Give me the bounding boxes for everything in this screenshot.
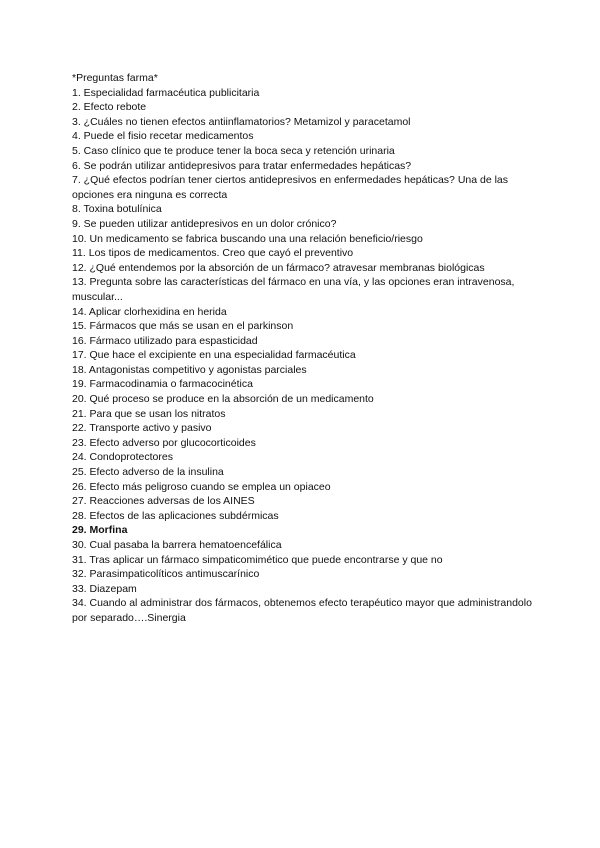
list-item: 8. Toxina botulínica — [72, 203, 162, 216]
list-item: 31. Tras aplicar un fármaco simpaticomimético que puede encontrarse y que no — [72, 553, 443, 566]
list-item: 16. Fármaco utilizado para espasticidad — [72, 334, 258, 347]
list-item: 2. Efecto rebote — [72, 101, 147, 114]
list-item: 11. Los tipos de medicamentos. Creo que cayó el preventivo — [72, 247, 354, 260]
list-item: 28. Efectos de las aplicaciones subdérmicas — [72, 509, 279, 522]
list-item: 9. Se pueden utilizar antidepresivos en un dolor crónico? — [72, 217, 337, 230]
list-item: 21. Para que se usan los nitratos — [72, 407, 226, 420]
list-item: 22. Transporte activo y pasivo — [72, 422, 212, 435]
list-item: 20. Qué proceso se produce en la absorción de un medicamento — [72, 393, 374, 406]
list-item: 27. Reacciones adversas de los AINES — [72, 495, 255, 508]
list-item: 14. Aplicar clorhexidina en herida — [72, 305, 227, 318]
list-item: 13. Pregunta sobre las características del fármaco en una vía, y las opciones eran intravenosa, muscular... — [72, 276, 515, 303]
list-item: 23. Efecto adverso por glucocorticoides — [72, 436, 256, 449]
list-item: 18. Antagonistas competitivo y agonistas parciales — [72, 363, 307, 376]
list-item: 7. ¿Qué efectos podrían tener ciertos antidepresivos en enfermedades hepáticas? Una de las opciones era ninguna es correcta — [72, 174, 509, 201]
document-content — [72, 71, 532, 626]
list-item: 17. Que hace el excipiente en una especialidad farmacéutica — [72, 349, 356, 362]
list-item: 5. Caso clínico que te produce tener la boca seca y retención urinaria — [72, 144, 395, 157]
document-title: *Preguntas farma* — [72, 72, 158, 84]
list-item: 19. Farmacodinamia o farmacocinética — [72, 378, 253, 391]
list-item: 6. Se podrán utilizar antidepresivos para tratar enfermedades hepáticas? — [72, 159, 412, 172]
list-item-highlighted: 29. Morfina — [72, 524, 128, 537]
list-item: 33. Diazepam — [72, 582, 137, 595]
list-item: 4. Puede el fisio recetar medicamentos — [72, 130, 254, 143]
list-item: 34. Cuando al administrar dos fármacos, obtenemos efecto terapéutico mayor que administrandolo por separado….Sinergia — [72, 597, 532, 624]
list-item: 24. Condoprotectores — [72, 451, 173, 464]
list-item: 32. Parasimpaticolíticos antimuscarínico — [72, 568, 260, 581]
list-item: 1. Especialidad farmacéutica publicitaria — [72, 86, 260, 99]
list-item: 15. Fármacos que más se usan en el parkinson — [72, 320, 294, 333]
list-item: 26. Efecto más peligroso cuando se emplea un opiaceo — [72, 480, 331, 493]
list-item: 12. ¿Qué entendemos por la absorción de un fármaco? atravesar membranas biológicas — [72, 261, 485, 274]
list-item: 10. Un medicamento se fabrica buscando una una relación beneficio/riesgo — [72, 232, 423, 245]
list-item: 3. ¿Cuáles no tienen efectos antiinflamatorios? Metamizol y paracetamol — [72, 115, 411, 128]
list-item: 30. Cual pasaba la barrera hematoencefálica — [72, 539, 282, 551]
list-item: 25. Efecto adverso de la insulina — [72, 466, 224, 479]
